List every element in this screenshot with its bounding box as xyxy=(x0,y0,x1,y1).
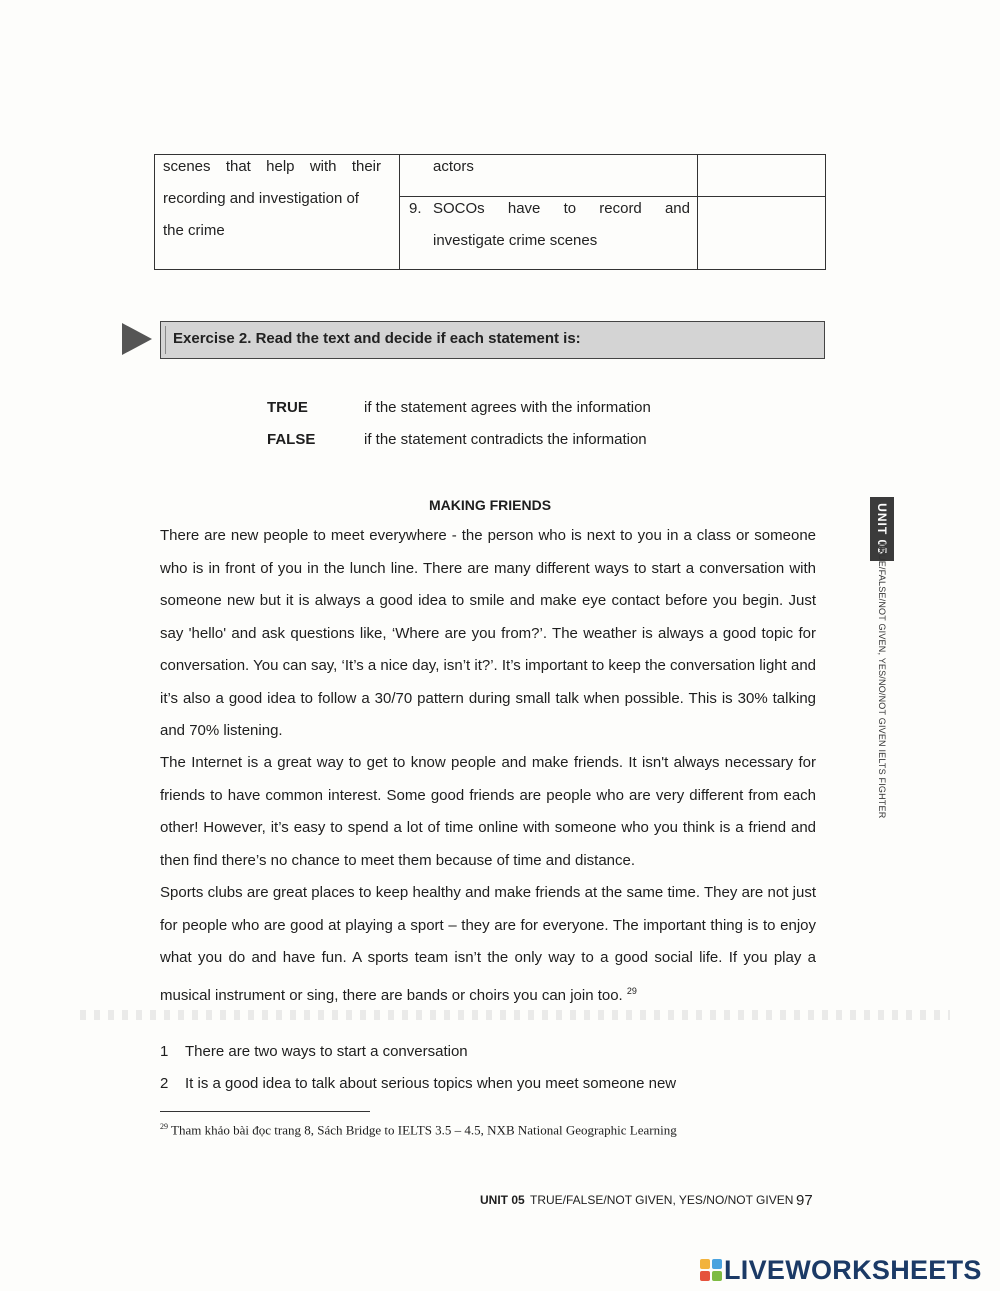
table-statement-line: SOCOs have to record and xyxy=(433,200,690,217)
logo-square xyxy=(712,1259,722,1269)
definition-meaning: if the statement contradicts the information xyxy=(364,431,647,448)
table-left-line: recording and investigation of xyxy=(163,190,359,207)
answer-table xyxy=(154,154,826,270)
footer-unit: UNIT 05 xyxy=(480,1193,525,1207)
table-cell-actors: actors xyxy=(433,158,474,175)
logo-text: LIVEWORKSHEETS xyxy=(724,1255,982,1285)
passage-paragraph: There are new people to meet everywhere - the person who is next to you in a class or someone who is in front of you in the lunch line. There are many different ways to start a conversation with someone new but it is always a good idea to smile and make eye contact before you begin. Just say 'hello' and ask questions like, ‘Where are you from?’. The weather is always a good topic for conversation. You can say, ‘It’s a nice day, isn’t it?’. It’s important to keep the conversation light and it’s also a good idea to follow a 30/70 pattern during small talk when possible. This is 30% talking and 70% listening. xyxy=(160,527,816,739)
question-item xyxy=(160,1075,676,1092)
side-tab-text: TRUE/FALSE/NOT GIVEN, YES/NO/NOT GIVEN IELTS FIGHTER xyxy=(877,541,887,819)
table-divider xyxy=(697,155,698,269)
table-statement-line: investigate crime scenes xyxy=(433,232,598,249)
question-text: There are two ways to start a conversation xyxy=(185,1043,468,1060)
logo-square xyxy=(712,1271,722,1281)
exercise-heading: Exercise 2. Read the text and decide if each statement is: xyxy=(173,330,581,347)
footnote-number: 29 xyxy=(160,1122,168,1131)
scan-noise xyxy=(80,1010,950,1020)
footnote-ref: 29 xyxy=(626,985,637,996)
table-divider xyxy=(399,155,400,269)
exercise-heading-box xyxy=(160,321,825,359)
logo-square xyxy=(700,1271,710,1281)
logo-icon xyxy=(700,1259,722,1281)
page-number: 97 xyxy=(796,1192,813,1209)
question-number: 1 xyxy=(160,1043,169,1060)
paragraph-text: Sports clubs are great places to keep healthy and make friends at the same time. They are not just for people who are good at playing a sport – they are for everyone. The important thing is to enjoy what you do and have fun. A sports team isn’t the only way to a good social life. If you play a musical instrument or sing, there are bands or choirs you can join too. xyxy=(160,884,816,1004)
logo-square xyxy=(700,1259,710,1269)
table-left-line: scenes that help with their xyxy=(163,158,381,175)
question-item xyxy=(160,1043,468,1060)
definition-term: FALSE xyxy=(267,431,316,448)
question-text: It is a good idea to talk about serious topics when you meet someone new xyxy=(185,1075,677,1092)
definition-true xyxy=(267,399,651,416)
definition-meaning: if the statement agrees with the information xyxy=(364,399,651,416)
table-left-line: the crime xyxy=(163,222,225,239)
passage-paragraph xyxy=(160,877,816,1012)
footnote-rule xyxy=(160,1111,370,1112)
definition-term: TRUE xyxy=(267,399,308,416)
table-row-number: 9. xyxy=(409,200,422,217)
footer-topic: TRUE/FALSE/NOT GIVEN, YES/NO/NOT GIVEN xyxy=(530,1193,794,1207)
footnote xyxy=(160,1122,677,1138)
definition-false xyxy=(267,431,647,448)
side-unit-label: UNIT 05 xyxy=(875,503,889,555)
footnote-text: Tham khảo bài đọc trang 8, Sách Bridge to IELTS 3.5 – 4.5, NXB National Geographic Learning xyxy=(171,1122,677,1138)
passage-paragraph: The Internet is a great way to get to know people and make friends. It isn't always necessary for friends to have common interest. Some good friends are people who are very different from each other! However, it’s easy to spend a lot of time online with someone who you think is a friend and then find there’s no chance to meet them because of time and distance. xyxy=(160,754,816,869)
arrow-icon xyxy=(122,323,152,355)
passage-title: MAKING FRIENDS xyxy=(428,497,552,513)
question-number: 2 xyxy=(160,1075,169,1092)
